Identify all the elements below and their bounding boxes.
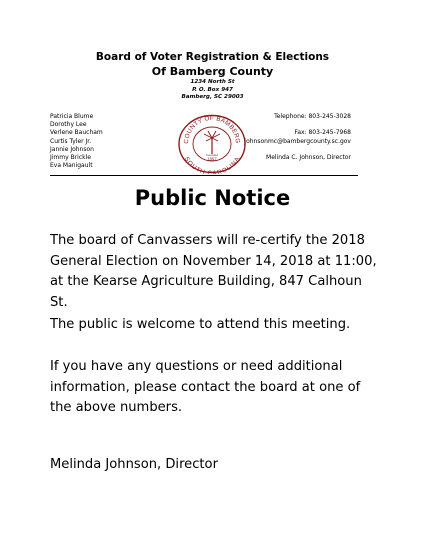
seal-bottom-text: SOUTH CAROLINA bbox=[182, 155, 242, 174]
address-line-pobox: P. O. Box 947 bbox=[192, 86, 233, 93]
seal-founded-label: Founded bbox=[206, 153, 218, 157]
notice-paragraph: The board of Canvassers will re-certify the 2018 General Election on November 14, 2018 at 11:00, at the Kearse Agriculture Building, 847 Calhoun St. bbox=[50, 233, 377, 310]
letterhead bbox=[0, 50, 425, 102]
fax-number: Fax: 803-245-7968 bbox=[294, 129, 351, 137]
signature: Melinda Johnson, Director bbox=[50, 457, 218, 472]
header-divider bbox=[50, 175, 358, 176]
notice-paragraph: The public is welcome to attend this meeting. bbox=[50, 317, 351, 332]
telephone-number: Telephone: 803-245-3028 bbox=[274, 113, 351, 120]
board-member: Jannie Johnson bbox=[50, 145, 94, 153]
board-members-list bbox=[50, 113, 160, 170]
director-name: Melinda C. Johnson, Director bbox=[266, 153, 351, 161]
notice-paragraph: If you have any questions or need additional information, please contact the board at one of the above numbers. bbox=[50, 359, 361, 415]
notice-title: Public Notice bbox=[134, 186, 291, 210]
board-member: Dorothy Lee bbox=[50, 121, 87, 129]
address-line-street: 1234 North St bbox=[190, 79, 235, 85]
board-member: Verlene Baucham bbox=[50, 129, 103, 137]
seal-year: 1897 bbox=[207, 156, 217, 162]
seal-top-text: COUNTY OF BAMBERG bbox=[182, 114, 242, 145]
board-member: Curtis Tyler Jr. bbox=[50, 137, 92, 145]
palmetto-tree-icon bbox=[204, 131, 220, 154]
board-member: Jimmy Brickle bbox=[50, 154, 91, 162]
board-member: Eva Manigault bbox=[50, 162, 93, 170]
contact-block bbox=[244, 113, 351, 162]
county-seal-icon bbox=[177, 114, 247, 174]
org-county: Of Bamberg County bbox=[151, 65, 274, 78]
org-name: Board of Voter Registration & Elections bbox=[95, 51, 330, 63]
board-member: Patricia Blume bbox=[50, 113, 94, 120]
email-address: johnsonmc@bambergcounty.sc.gov bbox=[244, 137, 351, 145]
address-line-city: Bamberg, SC 29003 bbox=[181, 94, 244, 101]
